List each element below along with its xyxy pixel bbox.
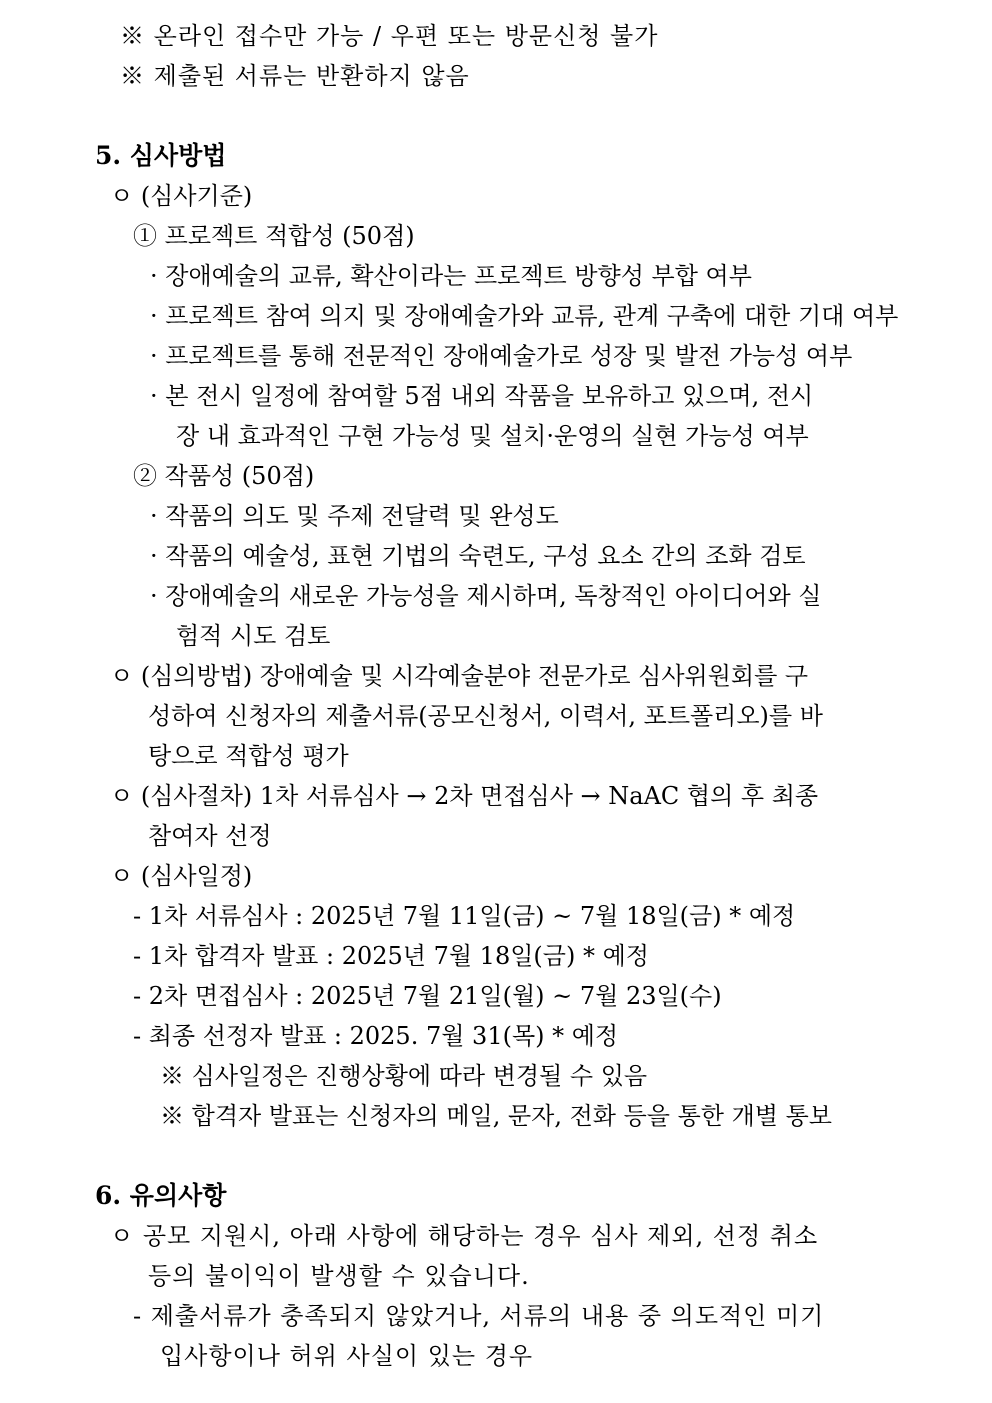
note-no-return: ※ 제출된 서류는 반환하지 않음: [120, 62, 470, 90]
caution-item: - 제출서류가 충족되지 않았거나, 서류의 내용 중 의도적인 미기: [133, 1302, 825, 1330]
criterion2-bullet: · 작품의 예술성, 표현 기법의 숙련도, 구성 요소 간의 조화 검토: [150, 542, 806, 570]
schedule-label: ㅇ (심사일정): [110, 862, 253, 890]
review-procedure: ㅇ (심사절차) 1차 서류심사 → 2차 면접심사 → NaAC 협의 후 최종: [110, 782, 819, 810]
review-procedure-cont: 참여자 선정: [148, 822, 272, 850]
criteria-label: ㅇ (심사기준): [110, 182, 253, 210]
review-method: ㅇ (심의방법) 장애예술 및 시각예술분야 전문가로 심사위원회를 구: [110, 662, 809, 690]
criterion1-title: ① 프로젝트 적합성 (50점): [133, 222, 415, 250]
caution-paragraph: ㅇ 공모 지원시, 아래 사항에 해당하는 경우 심사 제외, 선정 취소: [110, 1222, 819, 1250]
note-online-only: ※ 온라인 접수만 가능 / 우편 또는 방문신청 불가: [120, 22, 659, 50]
schedule-item: - 최종 선정자 발표 : 2025. 7월 31(목) * 예정: [133, 1022, 619, 1050]
schedule-item: - 1차 서류심사 : 2025년 7월 11일(금) ~ 7월 18일(금) * 예정: [133, 902, 796, 930]
criterion2-bullet: · 장애예술의 새로운 가능성을 제시하며, 독창적인 아이디어와 실: [150, 582, 822, 610]
review-method-cont: 성하여 신청자의 제출서류(공모신청서, 이력서, 포트폴리오)를 바: [148, 702, 823, 730]
schedule-item: - 2차 면접심사 : 2025년 7월 21일(월) ~ 7월 23일(수): [133, 982, 722, 1010]
caution-item-cont: 입사항이나 허위 사실이 있는 경우: [160, 1342, 534, 1370]
criterion1-bullet: · 프로젝트 참여 의지 및 장애예술가와 교류, 관계 구축에 대한 기대 여부: [150, 302, 899, 330]
criterion1-bullet: · 장애예술의 교류, 확산이라는 프로젝트 방향성 부합 여부: [150, 262, 752, 290]
review-method-cont: 탕으로 적합성 평가: [148, 742, 349, 770]
criterion1-bullet-cont: 장 내 효과적인 구현 가능성 및 설치·운영의 실현 가능성 여부: [176, 422, 809, 450]
section5-heading: 5. 심사방법: [95, 141, 227, 170]
schedule-note: ※ 심사일정은 진행상황에 따라 변경될 수 있음: [160, 1062, 648, 1090]
criterion2-bullet: · 작품의 의도 및 주제 전달력 및 완성도: [150, 502, 559, 530]
criterion1-bullet: · 본 전시 일정에 참여할 5점 내외 작품을 보유하고 있으며, 전시: [150, 382, 814, 410]
section6-heading: 6. 유의사항: [95, 1181, 227, 1210]
criterion1-bullet: · 프로젝트를 통해 전문적인 장애예술가로 성장 및 발전 가능성 여부: [150, 342, 853, 370]
criterion2-bullet-cont: 험적 시도 검토: [176, 622, 331, 650]
schedule-item: - 1차 합격자 발표 : 2025년 7월 18일(금) * 예정: [133, 942, 649, 970]
caution-paragraph-cont: 등의 불이익이 발생할 수 있습니다.: [148, 1262, 530, 1290]
criterion2-title: ② 작품성 (50점): [133, 462, 315, 490]
schedule-note: ※ 합격자 발표는 신청자의 메일, 문자, 전화 등을 통한 개별 통보: [160, 1102, 832, 1130]
